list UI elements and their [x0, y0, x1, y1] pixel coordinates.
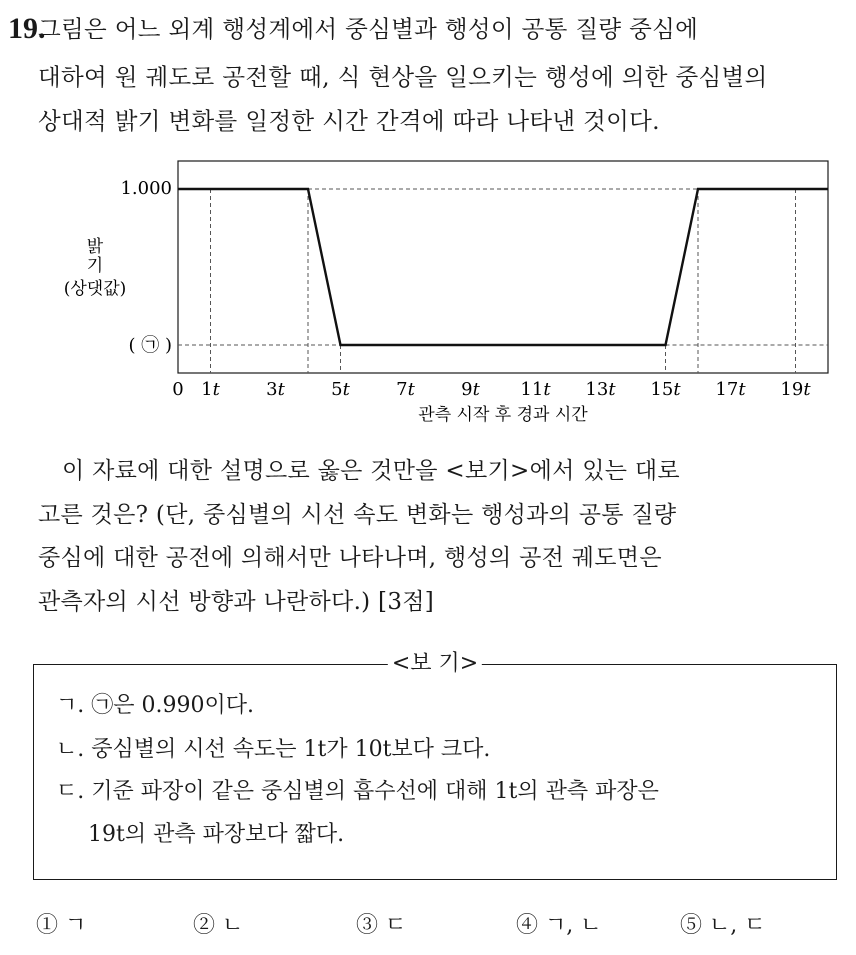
plot-frame — [178, 161, 828, 373]
question-line-1: 그림은 어느 외계 행성계에서 중심별과 행성이 공통 질량 중심에 — [38, 15, 699, 43]
x-tick-label: 3t — [266, 379, 285, 400]
x-tick-labels — [172, 379, 811, 400]
y-axis-label-line-1: 밝 — [86, 237, 104, 257]
choice-3[interactable]: ③ ㄷ — [356, 913, 407, 938]
x-tick-label: 11t — [520, 379, 551, 400]
explanation-line-4: 관측자의 시선 방향과 나란하다.) [3점] — [38, 589, 435, 615]
x-tick-label: 15t — [650, 379, 681, 400]
x-tick-label: 7t — [396, 379, 415, 400]
x-axis-label: 관측 시작 후 경과 시간 — [418, 405, 588, 425]
x-tick-label: 19t — [780, 379, 811, 400]
y-tick-label-bottom: ( ㉠ ) — [128, 335, 172, 356]
bogi-item-3: ㄷ. 기준 파장이 같은 중심별의 흡수선에 대해 1t의 관측 파장은 — [56, 779, 659, 804]
choice-5[interactable]: ⑤ ㄴ, ㄷ — [680, 913, 766, 938]
x-tick-label: 13t — [585, 379, 616, 400]
y-tick-label-top: 1.000 — [120, 178, 172, 199]
bogi-item-1: ㄱ. ㉠은 0.990이다. — [56, 693, 254, 718]
x-tick-label: 9t — [461, 379, 480, 400]
question-number: 19. — [8, 12, 46, 45]
question-line-3: 상대적 밝기 변화를 일정한 시간 간격에 따라 나타낸 것이다. — [38, 107, 660, 135]
y-axis-label-line-3: (상댓값) — [63, 279, 127, 299]
choice-2[interactable]: ② ㄴ — [193, 913, 244, 938]
bogi-title: <보 기> — [388, 651, 482, 677]
bogi-item-2: ㄴ. 중심별의 시선 속도는 1t가 10t보다 크다. — [56, 737, 491, 762]
brightness-curve — [178, 189, 828, 345]
choice-4[interactable]: ④ ㄱ, ㄴ — [516, 913, 602, 938]
bogi-item-4: 19t의 관측 파장보다 짧다. — [88, 822, 345, 847]
question-line-2: 대하여 원 궤도로 공전할 때, 식 현상을 일으키는 행성에 의한 중심별의 — [38, 63, 768, 91]
explanation-line-2: 고른 것은? (단, 중심별의 시선 속도 변화는 행성과의 공통 질량 — [38, 502, 677, 528]
explanation-line-3: 중심에 대한 공전에 의해서만 나타나며, 행성의 공전 궤도면은 — [38, 545, 662, 571]
bogi-box — [33, 651, 837, 880]
choice-1[interactable]: ① ㄱ — [36, 913, 87, 938]
explanation-line-1: 이 자료에 대한 설명으로 옳은 것만을 <보기>에서 있는 대로 — [62, 458, 680, 484]
x-tick-label: 0 — [172, 379, 184, 400]
y-axis-label-line-2: 기 — [86, 256, 104, 276]
brightness-chart — [0, 0, 856, 440]
x-tick-label: 17t — [715, 379, 746, 400]
x-tick-label: 1t — [201, 379, 220, 400]
x-tick-label: 5t — [331, 379, 350, 400]
